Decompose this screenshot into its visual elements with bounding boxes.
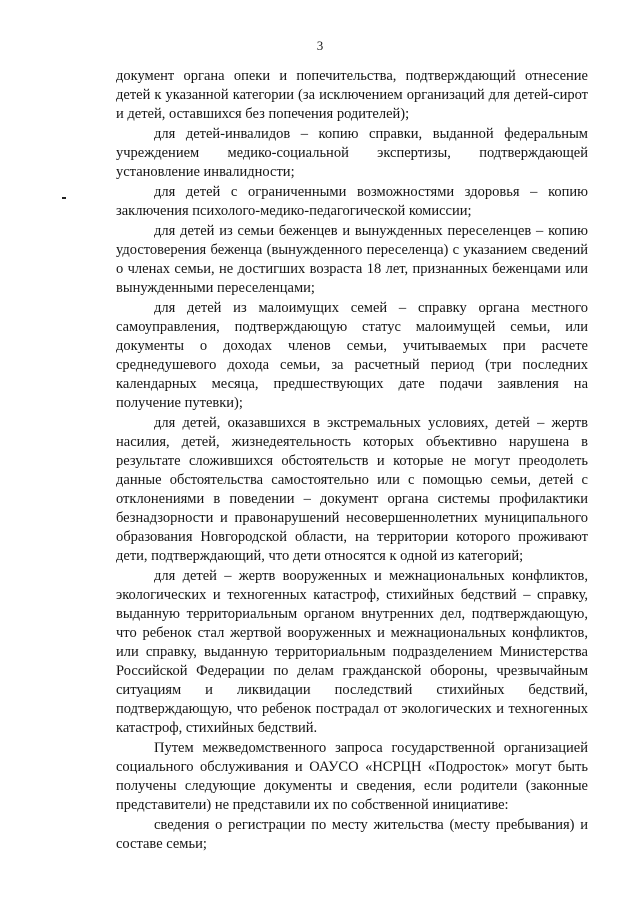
paragraph-disabled-children: для детей-инвалидов – копию справки, выданной федеральным учреждением медико-социальной экспертизы, подтверждающей установление инвалидности; [116,126,588,180]
scan-artifact-mark [62,197,66,199]
paragraph-registration-info: сведения о регистрации по месту жительства (месту пребывания) и составе семьи; [116,817,588,852]
document-body [116,67,588,855]
page-number: 3 [316,38,324,53]
paragraph-interagency-request: Путем межведомственного запроса государственной организацией социального обслуживания и ОАУСО «НСРЦН «Подросток» могут быть получены следующие документы и сведения, если родители (законные представители) не представили их по собственной инициативе: [116,740,588,813]
paragraph-guardianship-document: документ органа опеки и попечительства, подтверждающий отнесение детей к указанной категории (за исключением организаций для детей-сирот и детей, оставшихся без попечения родителей); [116,68,588,122]
paragraph-low-income: для детей из малоимущих семей – справку органа местного самоуправления, подтверждающую статус малоимущей семьи, или документы о доходах членов семьи, учитываемых при расчете среднедушевого дохода семьи, за расчетный период (три последних календарных месяца, предшествующих дате подачи заявления на получение путевки); [116,300,588,411]
paragraph-refugees: для детей из семьи беженцев и вынужденных переселенцев – копию удостоверения беженца (вынужденного переселенца) с указанием сведений о членах семьи, не достигших возраста 18 лет, признанных беженцами или вынужденными переселенцами; [116,223,588,296]
paragraph-conflict-victims: для детей – жертв вооруженных и межнациональных конфликтов, экологических и техногенных катастроф, стихийных бедствий – справку, выданную территориальным органом внутренних дел, подтверждающую, что ребенок стал жертвой вооруженных и межнациональных конфликтов, или справку, выданную территориальным подразделением Министерства Российской Федерации по делам гражданской обороны, чрезвычайным ситуациям и ликвидации последствий стихийных бедствий, подтверждающую, что ребенок пострадал от экологических и техногенных катастроф, стихийных бедствий. [116,568,588,736]
paragraph-limited-health: для детей с ограниченными возможностями здоровья – копию заключения психолого-медико-педагогической комиссии; [116,184,588,219]
paragraph-extreme-conditions: для детей, оказавшихся в экстремальных условиях, детей – жертв насилия, детей, жизнедеятельность которых объективно нарушена в результате сложившихся обстоятельств и которые не могут преодолеть данные обстоятельства самостоятельно или с помощью семьи, детей с отклонениями в поведении – документ органа системы профилактики безнадзорности и правонарушений несовершеннолетних муниципального образования Новгородской области, на территории которого проживают дети, подтверждающий, что дети относятся к одной из категорий; [116,415,588,564]
